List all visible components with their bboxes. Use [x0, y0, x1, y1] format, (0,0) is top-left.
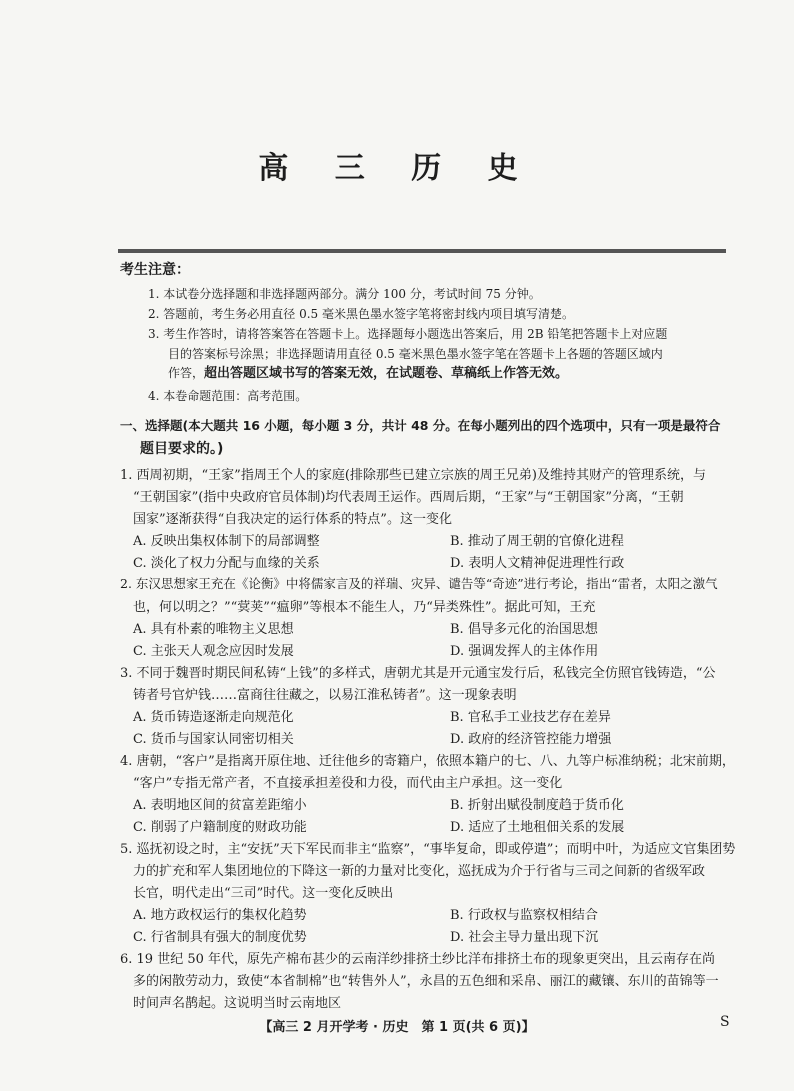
notice-item-3: 3. 考生作答时，请将答案答在答题卡上。选择题每小题选出答案后，用 2B 铅笔把答题卡上对应题 [148, 327, 668, 341]
question-4-line-1: 4. 唐朝，“客户”是指离开原住地、迁往他乡的寄籍户，依照本籍户的七、八、九等户标准纳税；北宋前期， [120, 754, 735, 769]
question-1-line-3: 国家”逐渐获得“自我决定的运行体系的特点”。这一变化 [133, 512, 452, 527]
page-footer: 【高三 2 月开学考 · 历史 第 1 页(共 6 页)】 [259, 1020, 535, 1035]
question-2-option-a: A. 具有朴素的唯物主义思想 [133, 622, 294, 637]
question-1-line-2: “王朝国家”(指中央政府官员体制)均代表周王运作。西周后期，“王家”与“王朝国家”分离，“王朝 [133, 490, 684, 505]
question-3-option-d: D. 政府的经济管控能力增强 [450, 732, 612, 747]
question-3-line-1: 3. 不同于魏晋时期民间私铸“上钱”的多样式，唐朝尤其是开元通宝发行后，私钱完全仿照官钱铸造，“公 [120, 666, 716, 681]
question-1-option-b: B. 推动了周王朝的官僚化进程 [450, 534, 624, 549]
question-1-line-1: 1. 西周初期，“王家”指周王个人的家庭(排除那些已建立宗族的周王兄弟)及维持其财产的管理系统，与 [120, 468, 706, 483]
question-6-line-3: 时间声名鹊起。这说明当时云南地区 [133, 996, 342, 1011]
notice-item-4: 4. 本卷命题范围：高考范围。 [148, 389, 308, 403]
question-5-option-a: A. 地方政权运行的集权化趋势 [133, 908, 307, 923]
question-5-line-3: 长官，明代走出“三司”时代。这一变化反映出 [133, 886, 394, 901]
corner-mark: S [720, 1014, 730, 1030]
question-2-option-c: C. 主张天人观念应因时发展 [133, 644, 294, 659]
question-5-option-c: C. 行省制具有强大的制度优势 [133, 930, 307, 945]
notice-item-3-end [168, 363, 568, 384]
header-divider [118, 249, 726, 253]
question-5-line-2: 力的扩充和军人集团地位的下降这一新的力量对比变化，巡抚成为介于行省与三司之间新的省级军政 [133, 864, 706, 879]
question-3-option-a: A. 货币铸造逐渐走向规范化 [133, 710, 294, 725]
notice-emphasis: 超出答题区域书写的答案无效，在试题卷、草稿纸上作答无效。 [204, 366, 569, 381]
section-heading-cont: 题目要求的。) [140, 441, 224, 457]
question-4-option-c: C. 削弱了户籍制度的财政功能 [133, 820, 307, 835]
question-5-line-1: 5. 巡抚初设之时，主“安抚”天下军民而非主“监察”，“事毕复命，即或停遣”；而明中叶，为适应文官集团势 [120, 842, 736, 857]
notice-item-3-tail: 作答， [168, 366, 205, 380]
question-4-line-2: “客户”专指无常产者，不直接承担差役和力役，而代由主户承担。这一变化 [133, 776, 563, 791]
question-5-option-d: D. 社会主导力量出现下沉 [450, 930, 599, 945]
notice-item-3-cont: 目的答案标号涂黑；非选择题请用直径 0.5 毫米黑色墨水签字笔在答题卡上各题的答题区域内 [168, 347, 663, 361]
section-heading: 一、选择题(本大题共 16 小题，每小题 3 分，共计 48 分。在每小题列出的四个选项中，只有一项是最符合 [120, 418, 721, 433]
question-4-option-d: D. 适应了土地租佃关系的发展 [450, 820, 625, 835]
question-3-option-c: C. 货币与国家认同密切相关 [133, 732, 294, 747]
question-3-line-2: 铸者号官炉钱……富商往往藏之，以易江淮私铸者”。这一现象表明 [133, 688, 517, 703]
question-6-line-2: 多的闲散劳动力，致使“本省制棉”也“转售外人”，永昌的五色细和采帛、丽江的藏镶、东川的苗锦等一 [133, 974, 719, 989]
notice-item-2: 2. 答题前，考生务必用直径 0.5 毫米黑色墨水签字笔将密封线内项目填写清楚。 [148, 307, 574, 321]
question-3-option-b: B. 官私手工业技艺存在差异 [450, 710, 611, 725]
question-1-option-c: C. 淡化了权力分配与血缘的关系 [133, 556, 320, 571]
notice-heading: 考生注意： [120, 262, 190, 278]
question-2-option-b: B. 倡导多元化的治国思想 [450, 622, 598, 637]
question-1-option-a: A. 反映出集权体制下的局部调整 [133, 534, 320, 549]
question-6-line-1: 6. 19 世纪 50 年代，原先产棉布甚少的云南洋纱排挤土纱比洋布排挤土布的现象更突出，且云南存在尚 [120, 952, 716, 967]
question-2-line-1: 2. 东汉思想家王充在《论衡》中将儒家言及的祥瑞、灾异、谴告等“奇迹”进行考论，指出“雷者，太阳之激气 [120, 576, 718, 591]
question-2-line-2: 也，何以明之？”“蓂荚”“瘟卵”等根本不能生人，乃“异类殊性”。据此可知，王充 [133, 600, 596, 615]
notice-item-1: 1. 本试卷分选择题和非选择题两部分。满分 100 分，考试时间 75 分钟。 [148, 287, 541, 301]
question-5-option-b: B. 行政权与监察权相结合 [450, 908, 598, 923]
question-2-option-d: D. 强调发挥人的主体作用 [450, 644, 599, 659]
question-4-option-a: A. 表明地区间的贫富差距缩小 [133, 798, 307, 813]
question-4-option-b: B. 折射出赋役制度趋于货币化 [450, 798, 624, 813]
question-1-option-d: D. 表明人文精神促进理性行政 [450, 556, 625, 571]
page-title: 高 三 历 史 [258, 151, 536, 186]
